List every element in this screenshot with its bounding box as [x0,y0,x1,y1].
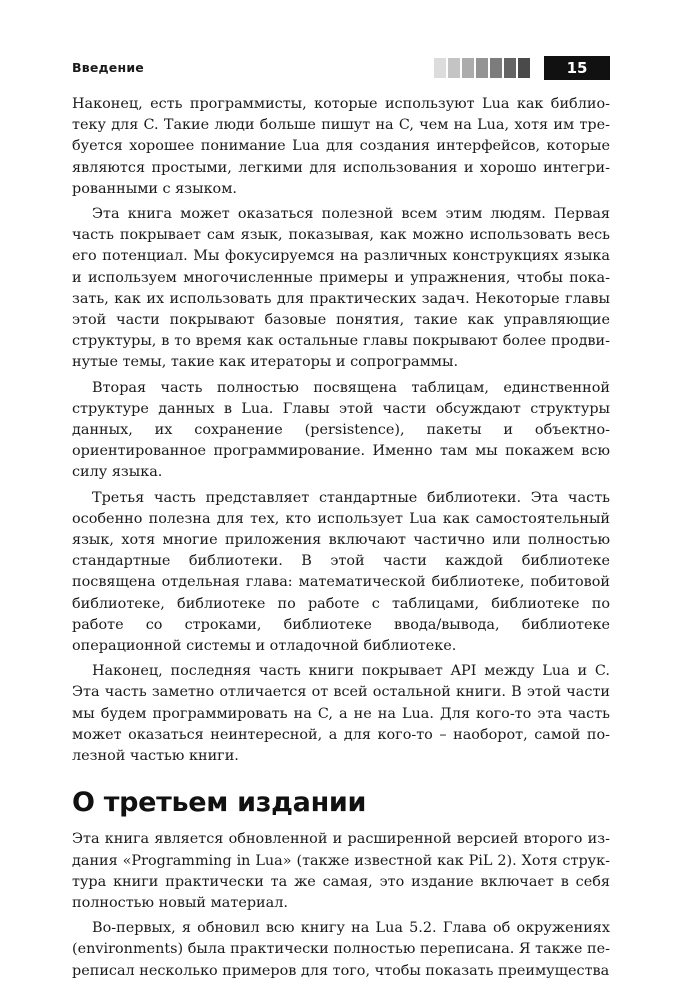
decorative-gradient-bars [434,58,530,78]
page-body [72,94,610,986]
paragraph: Вторая часть полностью посвящена таблицам, единственной структуре данных в Lua. Главы этой части обсуждают структуры данных, их сохранение (persistence), пакеты и объектно-ориентированное программирование. Именно там мы покажем всю силу языка. [72,379,610,481]
gradient-bar [476,58,488,78]
gradient-bar [490,58,502,78]
page-number: 15 [544,56,610,80]
gradient-bar [518,58,530,78]
paragraph: Третья часть представляет стандартные библиотеки. Эта часть особенно полезна для тех, кто использует Lua как самостоятельный язык, хотя многие приложения включают частично или полностью стандартные библиотеки. В этой части каждой библиотеке посвящена отдельная глава: математической библиотеке, побитовой библиотеке, библиотеке по работе с таблицами, библиотеке по работе со строками, библиотеке ввода/вывода, библиотеке операционной системы и отладочной библиотеке. [72,489,610,655]
gradient-bar [434,58,446,78]
gradient-bar [504,58,516,78]
paragraph: Наконец, есть программисты, которые используют Lua как библиотеку для C. Такие люди больше пишут на C, чем на Lua, хотя им требуется хорошее понимание Lua для создания интерфейсов, которые являются простыми, легкими для использования и хорошо интегрированными с языком. [72,96,610,197]
paragraph: Наконец, последняя часть книги покрывает API между Lua и C. Эта часть заметно отличается от всей остальной книги. В этой части мы будем программировать на C, а не на Lua. Для кого-то эта часть может оказаться неинтересной, а для кого-то – наоборот, самой полезной частью книги. [72,663,610,765]
section-heading: О третьем издании [72,787,367,819]
section-title: Введение [72,60,144,75]
paragraph: Эта книга может оказаться полезной всем этим людям. Первая часть покрывает сам язык, показывая, как можно использовать весь его потенциал. Мы фокусируемся на различных конструкциях языка и используем многочисленные примеры и упражнения, чтобы показать, как их использовать для практических задач. Некоторые главы этой части покрывают базовые понятия, такие как управляющие структуры, в то время как остальные главы покрывают более продвинутые темы, такие как итераторы и сопрограммы. [72,206,610,371]
gradient-bar [448,58,460,78]
paragraph: Во-первых, я обновил всю книгу на Lua 5.2. Глава об окружениях (environments) была практически полностью переписана. Я также переписал несколько примеров для того, чтобы показать преимущества [72,920,610,979]
running-header [72,56,610,80]
gradient-bar [462,58,474,78]
paragraph: Эта книга является обновленной и расширенной версией второго издания «Programming in Lua» (также известной как PiL 2). Хотя структура книги практически та же самая, это издание включает в себя полностью новый материал. [72,831,610,911]
